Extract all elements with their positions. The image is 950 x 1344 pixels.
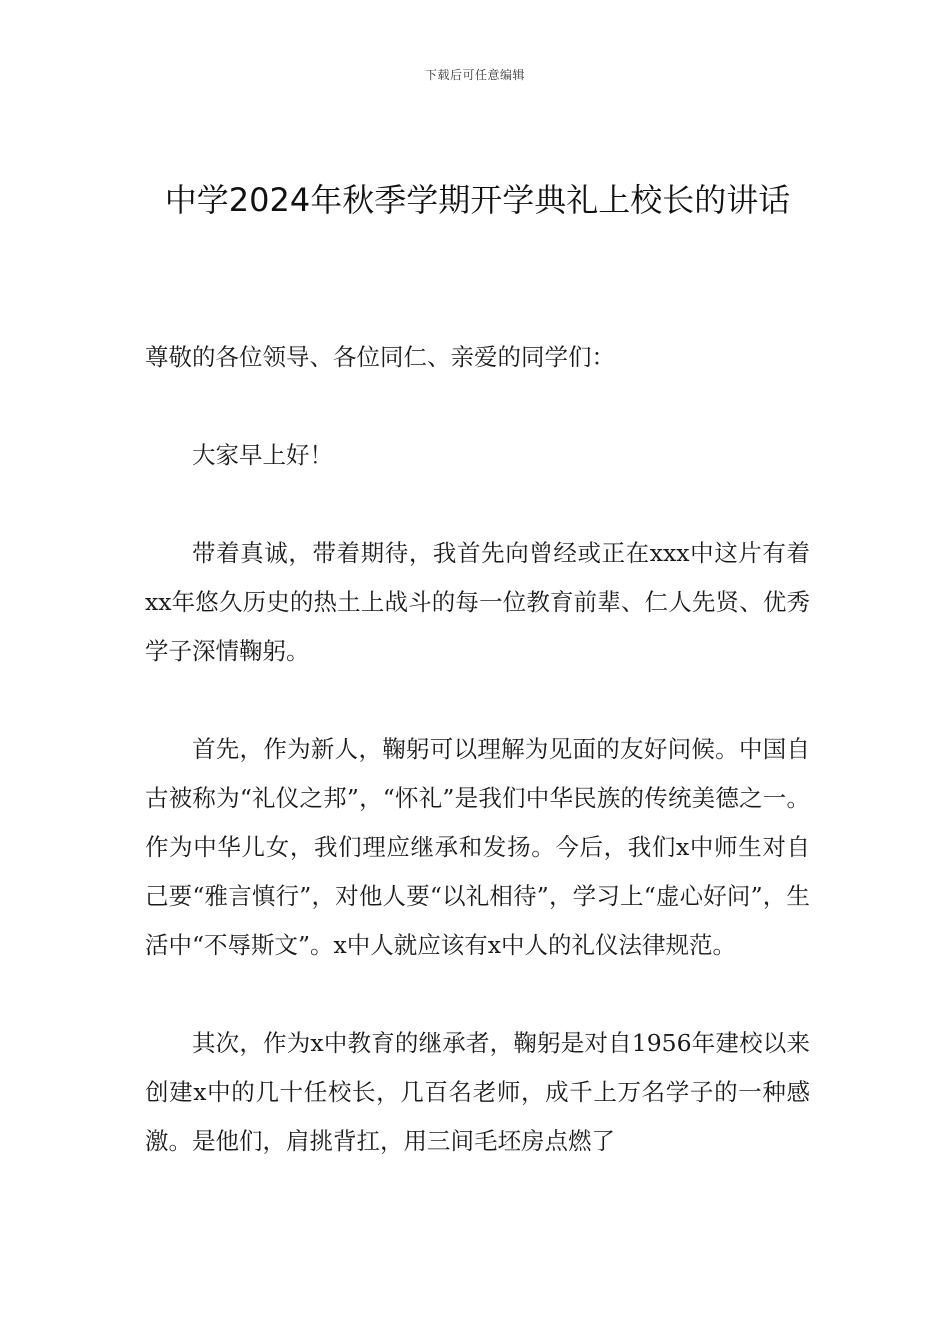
paragraph-greeting: 大家早上好！ xyxy=(192,441,333,469)
document-body xyxy=(145,333,810,1215)
salutation: 尊敬的各位领导、各位同仁、亲爱的同学们： xyxy=(145,343,615,371)
paragraph-bow-tribute: 带着真诚，带着期待，我首先向曾经或正在xxx中这片有着xx年悠久历史的热土上战斗的每一位教育前辈、仁人先贤、优秀学子深情鞠躬。 xyxy=(145,539,810,665)
document-title: 中学2024年秋季学期开学典礼上校长的讲话 xyxy=(164,181,791,219)
paragraph-gratitude: 其次，作为x中教育的继承者，鞠躬是对自1956年建校以来创建x中的几十任校长，几百名老师，成千上万名学子的一种感激。是他们，肩挑背扛，用三间毛坯房点燃了 xyxy=(145,1029,810,1155)
paragraph-etiquette: 首先，作为新人，鞠躬可以理解为见面的友好问候。中国自古被称为“礼仪之邦”，“怀礼”是我们中华民族的传统美德之一。作为中华儿女，我们理应继承和发扬。今后，我们x中师生对自己要“雅言慎行”，对他人要“以礼相待”，学习上“虚心好问”，生活中“不辱斯文”。x中人就应该有x中人的礼仪法律规范。 xyxy=(145,735,810,959)
header-note: 下载后可任意编辑 xyxy=(424,68,525,82)
